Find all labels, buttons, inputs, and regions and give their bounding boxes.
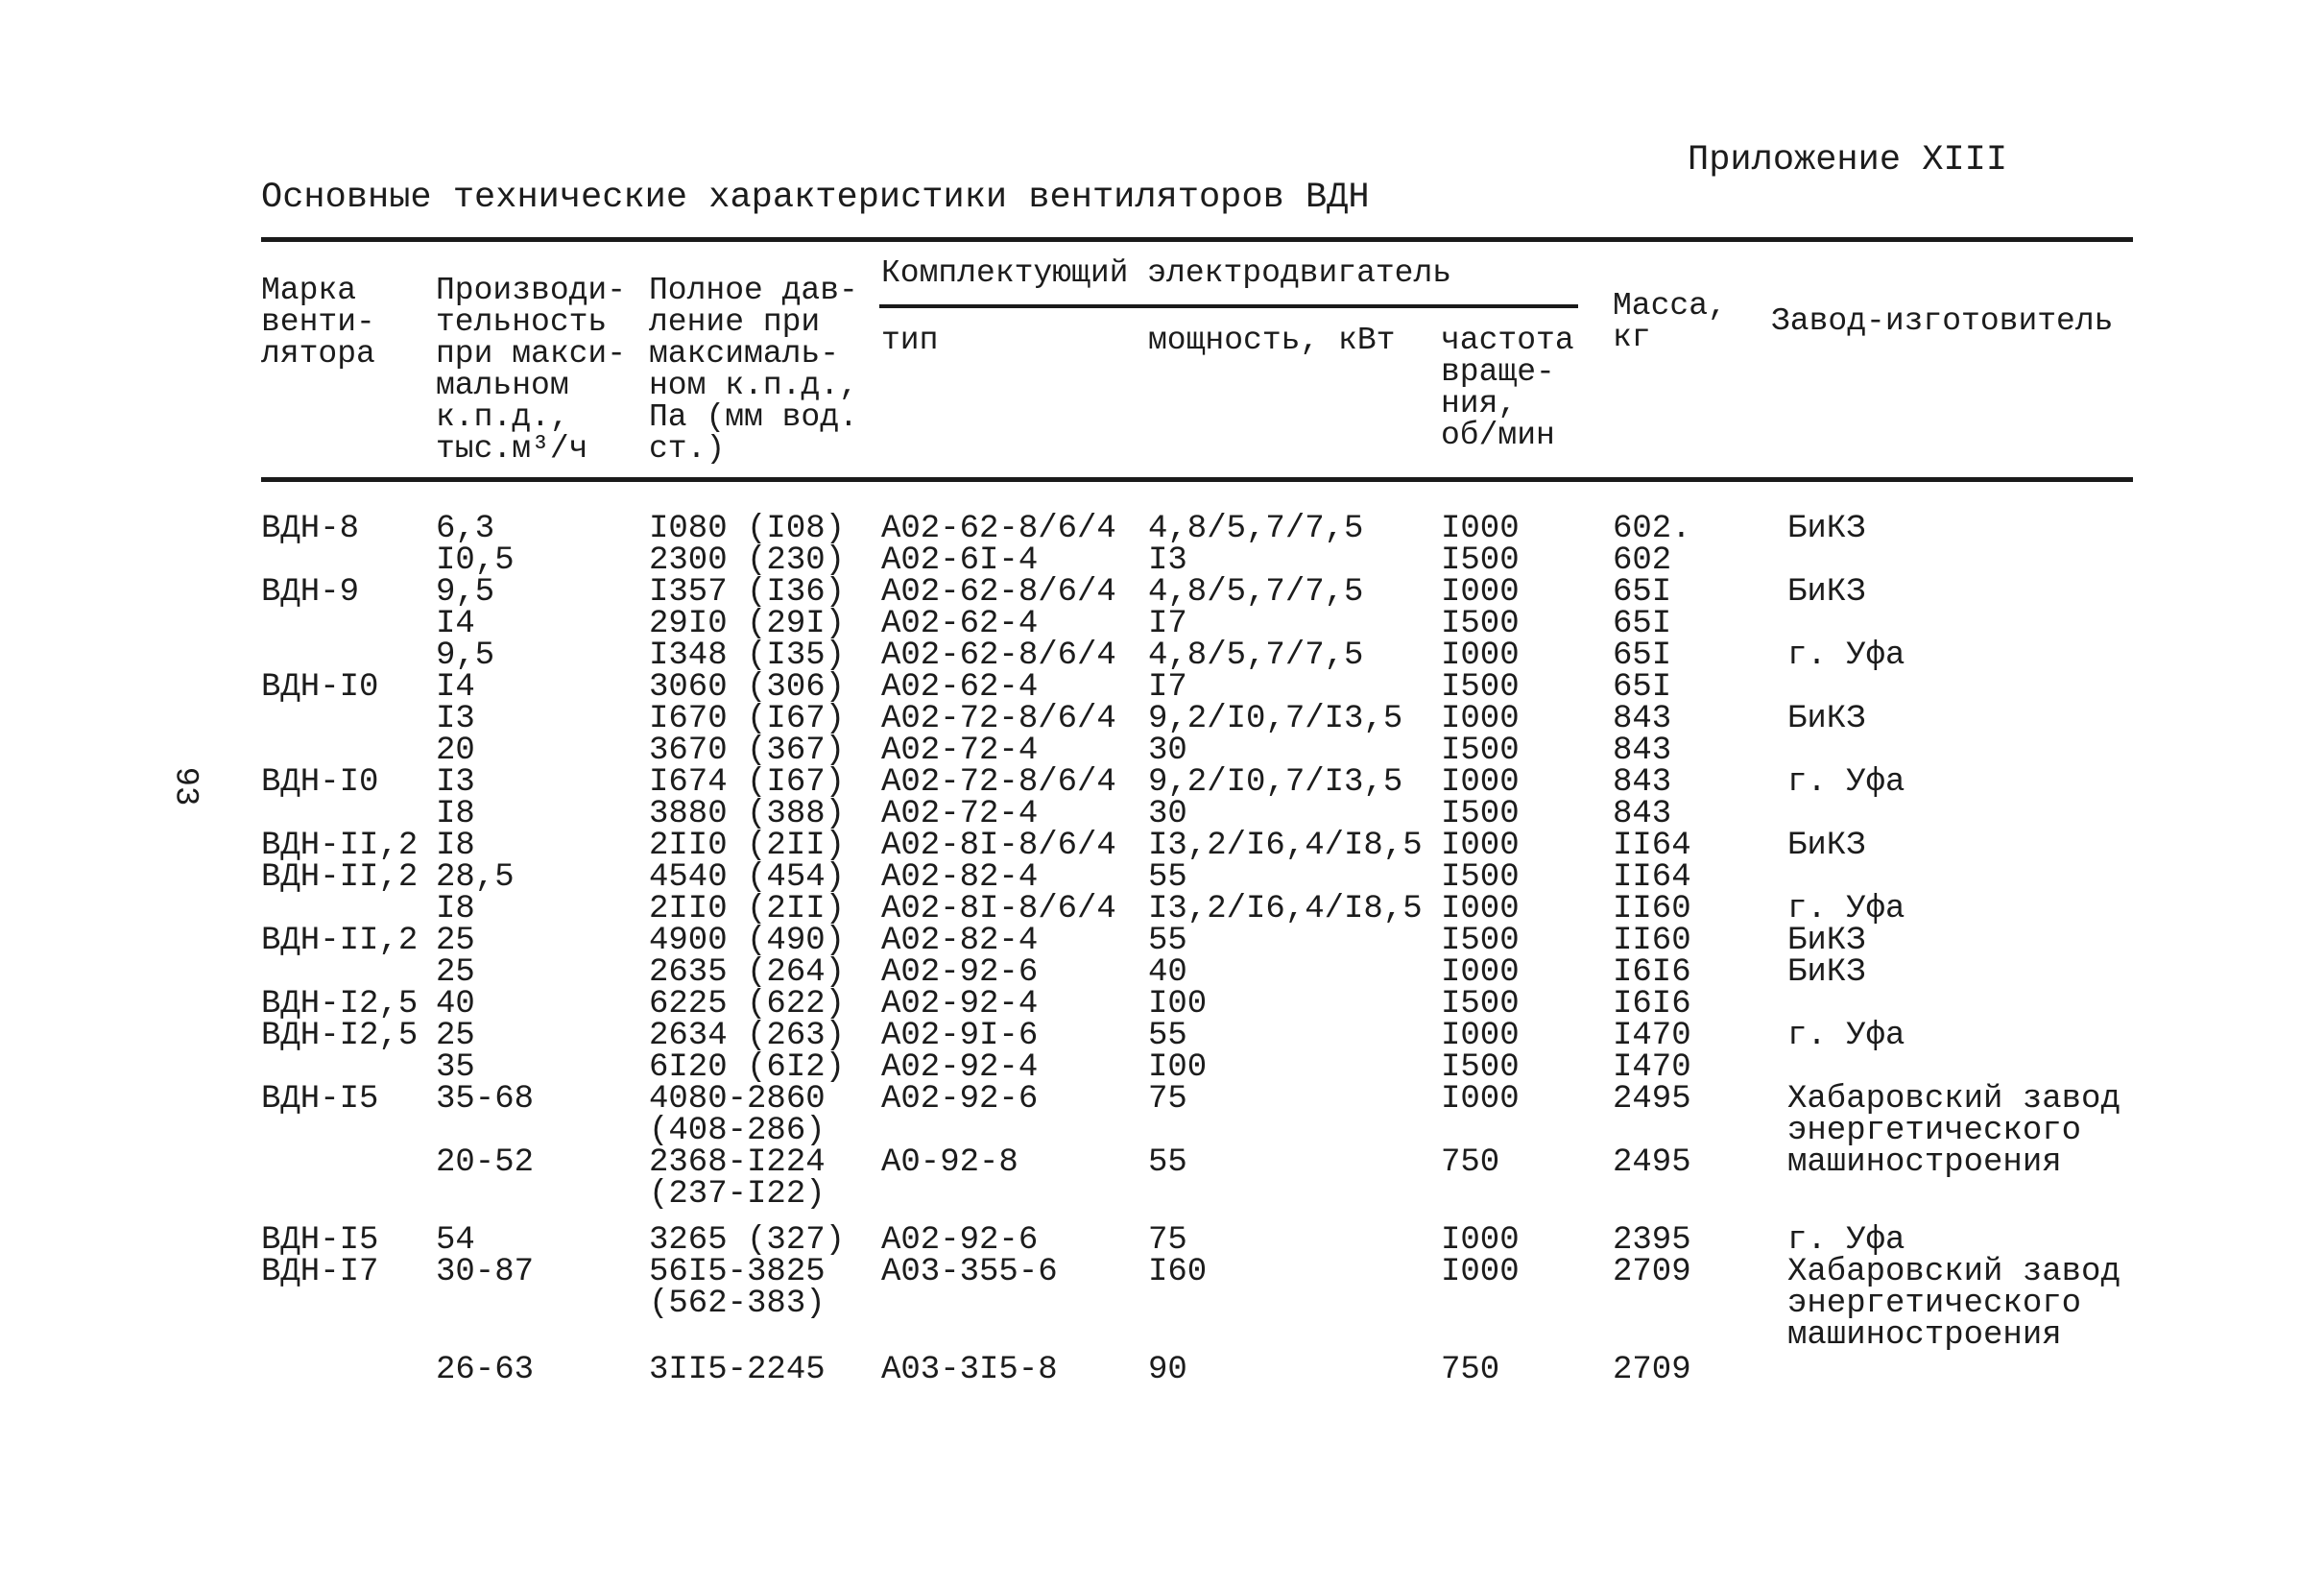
cell-pressure: 3II5-2245 xyxy=(649,1352,826,1388)
cell-plant: г. Уфа xyxy=(1787,764,1905,801)
table-row xyxy=(0,511,2324,547)
cell-motor-frequency: I000 xyxy=(1441,701,1520,737)
cell-pressure: (408-286) xyxy=(649,1113,826,1149)
cell-pressure: (562-383) xyxy=(649,1286,826,1322)
cell-motor-frequency: I500 xyxy=(1441,542,1520,579)
table-row xyxy=(0,1317,2324,1354)
cell-motor-frequency: I000 xyxy=(1441,828,1520,864)
cell-pressure: 56I5-3825 xyxy=(649,1254,826,1290)
cell-mark: ВДН-8 xyxy=(261,511,360,547)
cell-pressure: 3880 (388) xyxy=(649,796,846,832)
cell-motor-power: 30 xyxy=(1148,733,1187,769)
cell-mass: 65I xyxy=(1613,638,1672,674)
cell-mass: I470 xyxy=(1613,1049,1691,1086)
cell-plant: БиКЗ xyxy=(1787,923,1866,959)
cell-pressure: 4900 (490) xyxy=(649,923,846,959)
cell-mass: 843 xyxy=(1613,733,1672,769)
cell-performance: 40 xyxy=(436,986,475,1023)
cell-pressure: 4080-2860 xyxy=(649,1081,826,1118)
cell-pressure: 2634 (263) xyxy=(649,1018,846,1054)
cell-mass: 843 xyxy=(1613,701,1672,737)
page-number: 93 xyxy=(166,766,204,806)
cell-motor-type: А02-8I-8/6/4 xyxy=(881,891,1116,927)
header-pressure: Полное дав- ление при максималь- ном к.п.д., Па (мм вод. ст.) xyxy=(649,273,858,467)
table-row xyxy=(0,1254,2324,1290)
cell-mass: 602 xyxy=(1613,542,1672,579)
cell-mark: ВДН-II,2 xyxy=(261,828,419,864)
cell-motor-type: А02-72-8/6/4 xyxy=(881,701,1116,737)
cell-motor-frequency: I000 xyxy=(1441,574,1520,611)
table-row xyxy=(0,542,2324,579)
cell-motor-type: А02-92-4 xyxy=(881,1049,1039,1086)
cell-mass: I470 xyxy=(1613,1018,1691,1054)
cell-motor-frequency: I500 xyxy=(1441,859,1520,896)
cell-performance: I8 xyxy=(436,796,475,832)
cell-mark: ВДН-I2,5 xyxy=(261,986,419,1023)
table-row xyxy=(0,669,2324,706)
table-row xyxy=(0,1176,2324,1213)
cell-mass: II64 xyxy=(1613,828,1691,864)
table-row xyxy=(0,859,2324,896)
appendix-label: Приложение XIII xyxy=(1688,140,2008,180)
cell-motor-power: 4,8/5,7/7,5 xyxy=(1148,574,1364,611)
table-top-rule xyxy=(261,237,2133,242)
cell-motor-frequency: I500 xyxy=(1441,923,1520,959)
cell-motor-frequency: I000 xyxy=(1441,891,1520,927)
table-row xyxy=(0,733,2324,769)
table-row xyxy=(0,1144,2324,1181)
cell-motor-frequency: I500 xyxy=(1441,986,1520,1023)
table-row xyxy=(0,638,2324,674)
cell-mass: 602. xyxy=(1613,511,1691,547)
cell-mark: ВДН-I5 xyxy=(261,1222,379,1259)
cell-plant: г. Уфа xyxy=(1787,638,1905,674)
cell-plant: Хабаровский завод xyxy=(1787,1254,2120,1290)
cell-pressure: 29I0 (29I) xyxy=(649,606,846,642)
cell-motor-power: 55 xyxy=(1148,1144,1187,1181)
cell-plant: г. Уфа xyxy=(1787,891,1905,927)
cell-plant: БиКЗ xyxy=(1787,701,1866,737)
cell-mass: I6I6 xyxy=(1613,954,1691,991)
table-row xyxy=(0,764,2324,801)
cell-motor-type: А0-92-8 xyxy=(881,1144,1018,1181)
cell-motor-frequency: I500 xyxy=(1441,796,1520,832)
table-row xyxy=(0,1286,2324,1322)
table-row xyxy=(0,1081,2324,1118)
cell-performance: 28,5 xyxy=(436,859,515,896)
table-row xyxy=(0,701,2324,737)
cell-performance: 26-63 xyxy=(436,1352,535,1388)
cell-performance: I0,5 xyxy=(436,542,515,579)
cell-motor-power: 75 xyxy=(1148,1222,1187,1259)
cell-motor-power: I3,2/I6,4/I8,5 xyxy=(1148,891,1423,927)
cell-performance: 9,5 xyxy=(436,574,495,611)
cell-motor-power: 40 xyxy=(1148,954,1187,991)
cell-motor-frequency: I000 xyxy=(1441,1222,1520,1259)
cell-motor-type: А02-72-8/6/4 xyxy=(881,764,1116,801)
cell-motor-power: 55 xyxy=(1148,1018,1187,1054)
cell-plant: БиКЗ xyxy=(1787,574,1866,611)
cell-motor-frequency: 750 xyxy=(1441,1352,1500,1388)
cell-motor-type: А02-62-4 xyxy=(881,606,1039,642)
cell-mark: ВДН-I7 xyxy=(261,1254,379,1290)
cell-performance: 20 xyxy=(436,733,475,769)
cell-performance: 30-87 xyxy=(436,1254,535,1290)
cell-mass: 2709 xyxy=(1613,1254,1691,1290)
cell-performance: 54 xyxy=(436,1222,475,1259)
cell-mass: 2495 xyxy=(1613,1144,1691,1181)
cell-plant: г. Уфа xyxy=(1787,1018,1905,1054)
cell-pressure: 6225 (622) xyxy=(649,986,846,1023)
cell-mark: ВДН-I0 xyxy=(261,764,379,801)
header-motor-frequency: частота враще- ния, об/мин xyxy=(1441,323,1574,453)
cell-plant: Хабаровский завод xyxy=(1787,1081,2120,1118)
cell-motor-type: А03-355-6 xyxy=(881,1254,1058,1290)
cell-motor-type: А02-62-8/6/4 xyxy=(881,511,1116,547)
cell-motor-power: 90 xyxy=(1148,1352,1187,1388)
cell-motor-frequency: I000 xyxy=(1441,954,1520,991)
table-row xyxy=(0,606,2324,642)
cell-pressure: 3060 (306) xyxy=(649,669,846,706)
cell-mass: 65I xyxy=(1613,606,1672,642)
cell-motor-frequency: I500 xyxy=(1441,606,1520,642)
cell-mass: 2709 xyxy=(1613,1352,1691,1388)
cell-pressure: I670 (I67) xyxy=(649,701,846,737)
cell-motor-power: I3,2/I6,4/I8,5 xyxy=(1148,828,1423,864)
cell-pressure: (237-I22) xyxy=(649,1176,826,1213)
table-row xyxy=(0,891,2324,927)
cell-performance: 20-52 xyxy=(436,1144,535,1181)
cell-motor-type: А02-9I-6 xyxy=(881,1018,1039,1054)
cell-mark: ВДН-I2,5 xyxy=(261,1018,419,1054)
cell-motor-power: I00 xyxy=(1148,1049,1208,1086)
cell-plant: энергетического xyxy=(1787,1113,2082,1149)
cell-pressure: I348 (I35) xyxy=(649,638,846,674)
cell-motor-frequency: I500 xyxy=(1441,669,1520,706)
table-row xyxy=(0,574,2324,611)
cell-motor-type: А02-92-6 xyxy=(881,954,1039,991)
cell-motor-power: 75 xyxy=(1148,1081,1187,1118)
cell-plant: энергетического xyxy=(1787,1286,2082,1322)
cell-mass: II60 xyxy=(1613,923,1691,959)
cell-motor-power: I60 xyxy=(1148,1254,1208,1290)
header-mass: Масса, кг xyxy=(1613,288,1727,355)
table-row xyxy=(0,1049,2324,1086)
table-row xyxy=(0,1018,2324,1054)
cell-performance: 25 xyxy=(436,923,475,959)
cell-motor-type: А02-82-4 xyxy=(881,859,1039,896)
cell-performance: 6,3 xyxy=(436,511,495,547)
cell-motor-power: I7 xyxy=(1148,606,1187,642)
cell-motor-frequency: I000 xyxy=(1441,1018,1520,1054)
cell-pressure: 4540 (454) xyxy=(649,859,846,896)
header-mark: Марка венти- лятора xyxy=(261,273,375,372)
cell-motor-type: А02-62-4 xyxy=(881,669,1039,706)
cell-plant: БиКЗ xyxy=(1787,954,1866,991)
cell-motor-power: 4,8/5,7/7,5 xyxy=(1148,511,1364,547)
cell-motor-frequency: I500 xyxy=(1441,733,1520,769)
cell-plant: машиностроения xyxy=(1787,1317,2062,1354)
table-row xyxy=(0,1222,2324,1259)
cell-motor-frequency: I000 xyxy=(1441,1254,1520,1290)
cell-pressure: 2300 (230) xyxy=(649,542,846,579)
cell-motor-frequency: I000 xyxy=(1441,1081,1520,1118)
cell-motor-type: А02-92-4 xyxy=(881,986,1039,1023)
table-row xyxy=(0,1113,2324,1149)
cell-motor-power: 9,2/I0,7/I3,5 xyxy=(1148,701,1403,737)
cell-performance: 25 xyxy=(436,954,475,991)
table-row xyxy=(0,796,2324,832)
cell-motor-power: I00 xyxy=(1148,986,1208,1023)
header-plant: Завод-изготовитель xyxy=(1771,303,2114,339)
cell-motor-type: А02-72-4 xyxy=(881,733,1039,769)
cell-motor-type: А02-8I-8/6/4 xyxy=(881,828,1116,864)
cell-performance: 35 xyxy=(436,1049,475,1086)
cell-motor-frequency: 750 xyxy=(1441,1144,1500,1181)
cell-performance: 35-68 xyxy=(436,1081,535,1118)
cell-motor-type: А02-92-6 xyxy=(881,1081,1039,1118)
header-motor-power: мощность, кВт xyxy=(1148,323,1396,358)
cell-performance: I3 xyxy=(436,764,475,801)
cell-pressure: 2II0 (2II) xyxy=(649,891,846,927)
page-title: Основные технические характеристики вентиляторов ВДН xyxy=(261,178,1370,218)
cell-motor-type: А02-62-8/6/4 xyxy=(881,574,1116,611)
cell-performance: 9,5 xyxy=(436,638,495,674)
cell-motor-power: 9,2/I0,7/I3,5 xyxy=(1148,764,1403,801)
cell-mass: 843 xyxy=(1613,764,1672,801)
header-bottom-rule xyxy=(261,477,2133,482)
cell-pressure: 6I20 (6I2) xyxy=(649,1049,846,1086)
header-motor-group: Комплектующий электродвигатель xyxy=(881,255,1452,291)
cell-pressure: 3265 (327) xyxy=(649,1222,846,1259)
table-row xyxy=(0,923,2324,959)
cell-pressure: I080 (I08) xyxy=(649,511,846,547)
cell-motor-power: 30 xyxy=(1148,796,1187,832)
cell-motor-power: I7 xyxy=(1148,669,1187,706)
cell-plant: г. Уфа xyxy=(1787,1222,1905,1259)
cell-mark: ВДН-II,2 xyxy=(261,923,419,959)
table-row xyxy=(0,828,2324,864)
table-row xyxy=(0,986,2324,1023)
cell-mass: I6I6 xyxy=(1613,986,1691,1023)
cell-mass: 843 xyxy=(1613,796,1672,832)
cell-pressure: I357 (I36) xyxy=(649,574,846,611)
cell-motor-power: 55 xyxy=(1148,859,1187,896)
cell-plant: БиКЗ xyxy=(1787,828,1866,864)
cell-performance: I4 xyxy=(436,669,475,706)
cell-pressure: 2368-I224 xyxy=(649,1144,826,1181)
cell-motor-frequency: I000 xyxy=(1441,638,1520,674)
cell-mark: ВДН-9 xyxy=(261,574,360,611)
cell-motor-type: А02-72-4 xyxy=(881,796,1039,832)
cell-motor-type: А02-82-4 xyxy=(881,923,1039,959)
cell-mass: 2395 xyxy=(1613,1222,1691,1259)
header-motor-type: тип xyxy=(881,323,939,358)
cell-mass: 65I xyxy=(1613,574,1672,611)
cell-performance: I4 xyxy=(436,606,475,642)
cell-pressure: 2II0 (2II) xyxy=(649,828,846,864)
cell-mark: ВДН-I0 xyxy=(261,669,379,706)
cell-plant: машиностроения xyxy=(1787,1144,2062,1181)
cell-mass: II64 xyxy=(1613,859,1691,896)
cell-motor-type: А02-6I-4 xyxy=(881,542,1039,579)
cell-pressure: 3670 (367) xyxy=(649,733,846,769)
cell-motor-type: А02-62-8/6/4 xyxy=(881,638,1116,674)
cell-pressure: 2635 (264) xyxy=(649,954,846,991)
cell-plant: БиКЗ xyxy=(1787,511,1866,547)
header-performance: Производи- тельность при макси- мальном к.п.д., тыс.м³/ч xyxy=(436,273,627,467)
cell-motor-type: А02-92-6 xyxy=(881,1222,1039,1259)
cell-motor-frequency: I500 xyxy=(1441,1049,1520,1086)
cell-motor-power: 55 xyxy=(1148,923,1187,959)
cell-performance: I8 xyxy=(436,891,475,927)
cell-motor-power: 4,8/5,7/7,5 xyxy=(1148,638,1364,674)
table-row xyxy=(0,1352,2324,1388)
cell-motor-power: I3 xyxy=(1148,542,1187,579)
motor-group-rule xyxy=(879,304,1578,308)
cell-performance: 25 xyxy=(436,1018,475,1054)
cell-mass: II60 xyxy=(1613,891,1691,927)
cell-mass: 65I xyxy=(1613,669,1672,706)
cell-motor-frequency: I000 xyxy=(1441,764,1520,801)
cell-mark: ВДН-I5 xyxy=(261,1081,379,1118)
cell-mark: ВДН-II,2 xyxy=(261,859,419,896)
table-row xyxy=(0,954,2324,991)
cell-mass: 2495 xyxy=(1613,1081,1691,1118)
cell-performance: I8 xyxy=(436,828,475,864)
cell-motor-type: А03-3I5-8 xyxy=(881,1352,1058,1388)
cell-performance: I3 xyxy=(436,701,475,737)
cell-motor-frequency: I000 xyxy=(1441,511,1520,547)
cell-pressure: I674 (I67) xyxy=(649,764,846,801)
